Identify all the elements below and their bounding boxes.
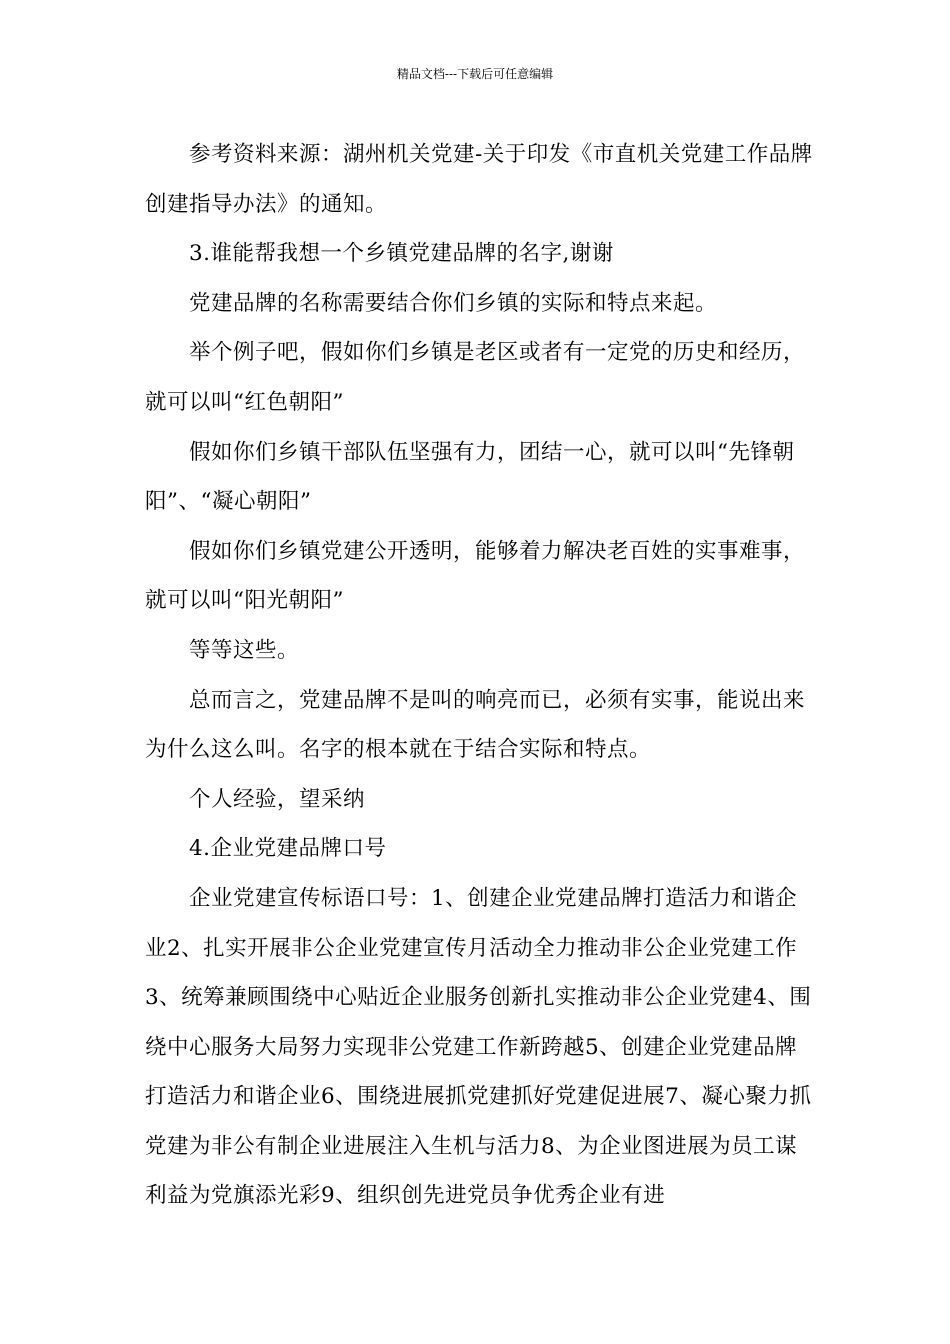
heading-question-3: 3.谁能帮我想一个乡镇党建品牌的名字,谢谢 xyxy=(189,241,614,267)
paragraph-slogans: 企业党建宣传标语口号：1、创建企业党建品牌打造活力和谐企业2、扎实开展非公企业党建宣传月活动全力推动非公企业党建工作3、统筹兼顾围绕中心贴近企业服务创新扎实推动非公企业党建4、围绕中心服务大局努力实现非公党建工作新跨越5、创建企业党建品牌打造活力和谐企业6、围绕进展抓党建抓好党建促进展7、凝心聚力抓党建为非公有制企业进展注入生机与活力8、为企业图进展为员工谋利益为党旗添光彩9、组织创先进党员争优秀企业有进 xyxy=(145,885,812,1209)
paragraph-brand-name-intro: 党建品牌的名称需要结合你们乡镇的实际和特点来起。 xyxy=(189,290,718,316)
paragraph-example-vanguard: 假如你们乡镇干部队伍坚强有力，团结一心，就可以叫“先锋朝阳”、“凝心朝阳” xyxy=(145,439,795,515)
document-body xyxy=(145,130,815,1221)
paragraph-example-red: 举个例子吧，假如你们乡镇是老区或者有一定党的历史和经历，就可以叫“红色朝阳” xyxy=(145,340,806,415)
paragraph-personal-experience: 个人经验，望采纳 xyxy=(189,786,366,812)
page-header: 精品文档---下载后可任意编辑 xyxy=(396,67,554,81)
paragraph-reference-source: 参考资料来源：湖州机关党建-关于印发《市直机关党建工作品牌创建指导办法》的通知。 xyxy=(145,142,813,217)
paragraph-summary: 总而言之，党建品牌不是叫的响亮而已，必须有实事，能说出来为什么这么叫。名字的根本就在于结合实际和特点。 xyxy=(145,687,806,763)
paragraph-example-sunshine: 假如你们乡镇党建公开透明，能够着力解决老百姓的实事难事，就可以叫“阳光朝阳” xyxy=(145,538,806,614)
paragraph-etc: 等等这些。 xyxy=(189,637,300,663)
heading-question-4: 4.企业党建品牌口号 xyxy=(189,836,387,862)
